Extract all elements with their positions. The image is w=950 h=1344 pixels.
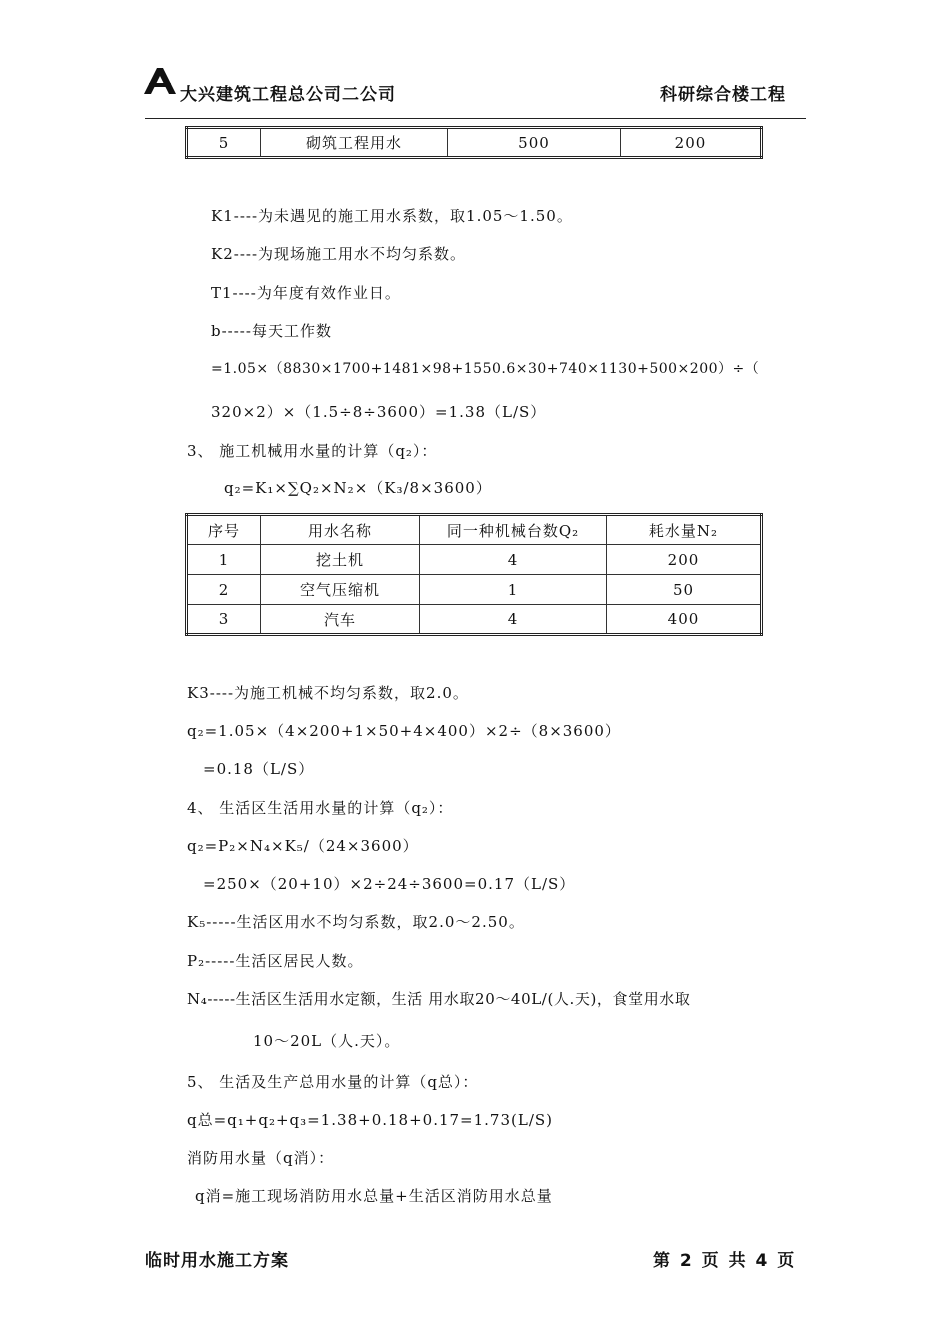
- footer-title: 临时用水施工方案: [145, 1251, 289, 1271]
- header-rule: [145, 118, 806, 119]
- t1-definition: T1----为年度有效作业日。: [211, 284, 401, 302]
- total-water-formula: q总=q₁+q₂+q₃=1.38+0.18+0.17=1.73(L/S): [187, 1111, 554, 1129]
- table-cell: 汽车: [261, 605, 420, 635]
- table-cell: 1: [420, 575, 607, 605]
- section-5-heading: 5、 生活及生产总用水量的计算（q总）：: [187, 1073, 479, 1091]
- b-definition: b-----每天工作数: [211, 322, 332, 340]
- table-cell: 1: [187, 545, 261, 575]
- p2-definition: P₂-----生活区居民人数。: [187, 952, 364, 970]
- table-row: [187, 128, 762, 158]
- table-cell: 500: [448, 128, 621, 158]
- table-cell: 4: [420, 605, 607, 635]
- table-cell: 3: [187, 605, 261, 635]
- company-logo: [143, 66, 177, 96]
- k5-definition: K₅-----生活区用水不均匀系数，取2.0～2.50。: [187, 913, 525, 931]
- table-row: [187, 545, 762, 575]
- table-row: [187, 605, 762, 635]
- section-4-formula: q₂=P₂×N₄×K₅/（24×3600）: [187, 837, 419, 855]
- table-cell: 空气压缩机: [261, 575, 420, 605]
- formula-line-2: 320×2）×（1.5÷8÷3600）=1.38（L/S）: [211, 403, 547, 421]
- q2-calculation: q₂=1.05×（4×200+1×50+4×400）×2÷（8×3600）: [187, 722, 621, 740]
- k1-definition: K1----为未遇见的施工用水系数，取1.05～1.50。: [211, 207, 573, 225]
- column-header: 同一种机械台数Q₂: [420, 515, 607, 545]
- k2-definition: K2----为现场施工用水不均匀系数。: [211, 245, 467, 263]
- table-header-row: [187, 515, 762, 545]
- fire-water-heading: 消防用水量（q消）：: [187, 1149, 335, 1167]
- column-header: 耗水量N₂: [607, 515, 762, 545]
- table-cell: 5: [187, 128, 261, 158]
- table-cell: 200: [607, 545, 762, 575]
- section-3-formula: q₂=K₁×∑Q₂×N₂×（K₃/8×3600）: [224, 479, 492, 497]
- table-cell: 200: [621, 128, 762, 158]
- page-number: 第 2 页 共 4 页: [653, 1251, 797, 1271]
- q2-result: =0.18（L/S）: [203, 760, 315, 778]
- table-cell: 4: [420, 545, 607, 575]
- fire-water-formula: q消=施工现场消防用水总量+生活区消防用水总量: [195, 1187, 553, 1205]
- section-4-calculation: =250×（20+10）×2÷24÷3600=0.17（L/S）: [203, 875, 576, 893]
- table-row: [187, 575, 762, 605]
- table-cell: 2: [187, 575, 261, 605]
- masonry-water-table: [185, 126, 763, 159]
- table-cell: 50: [607, 575, 762, 605]
- section-4-heading: 4、 生活区生活用水量的计算（q₂）：: [187, 799, 454, 817]
- column-header: 序号: [187, 515, 261, 545]
- table-cell: 砌筑工程用水: [261, 128, 448, 158]
- machinery-water-table: [185, 513, 763, 636]
- project-name: 科研综合楼工程: [660, 85, 786, 105]
- table-cell: 400: [607, 605, 762, 635]
- company-name: 大兴建筑工程总公司二公司: [180, 85, 396, 105]
- n4-continuation: 10～20L（人.天）。: [253, 1032, 401, 1050]
- n4-definition: N₄-----生活区生活用水定额，生活 用水取20～40L/(人.天)，食堂用水取: [187, 990, 691, 1008]
- section-3-heading: 3、 施工机械用水量的计算（q₂）：: [187, 442, 438, 460]
- formula-line-1: =1.05×（8830×1700+1481×98+1550.6×30+740×1130+500×200）÷（: [211, 361, 760, 377]
- k3-definition: K3----为施工机械不均匀系数，取2.0。: [187, 684, 469, 702]
- table-cell: 挖土机: [261, 545, 420, 575]
- column-header: 用水名称: [261, 515, 420, 545]
